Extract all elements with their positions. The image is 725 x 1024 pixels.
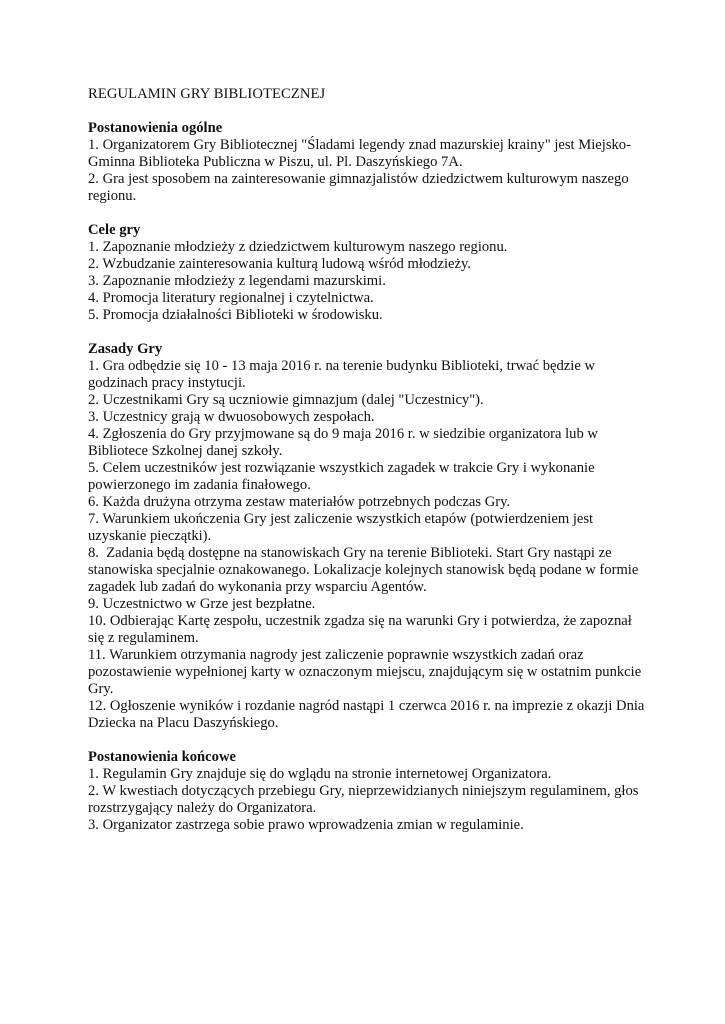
rule-item: 1. Gra odbędzie się 10 - 13 maja 2016 r. na terenie budynku Biblioteki, trwać będzie w godzinach pracy instytucji. bbox=[88, 358, 599, 391]
rule-item: 3. Zapoznanie młodzieży z legendami mazurskimi. bbox=[88, 273, 386, 289]
section-general-provisions bbox=[88, 120, 648, 205]
rule-item: 3. Uczestnicy grają w dwuosobowych zespołach. bbox=[88, 409, 375, 425]
section-game-rules bbox=[88, 341, 648, 732]
rule-item: 2. Wzbudzanie zainteresowania kulturą ludową wśród młodzieży. bbox=[88, 256, 471, 272]
rule-item: 5. Celem uczestników jest rozwiązanie wszystkich zagadek w trakcie Gry i wykonanie powierzonego im zadania finałowego. bbox=[88, 460, 599, 493]
rule-item: 1. Zapoznanie młodzieży z dziedzictwem kulturowym naszego regionu. bbox=[88, 239, 508, 255]
rule-item: 1. Regulamin Gry znajduje się do wglądu na stronie internetowej Organizatora. bbox=[88, 766, 552, 782]
rule-item: 2. W kwestiach dotyczących przebiegu Gry, nieprzewidzianych niniejszym regulaminem, głos rozstrzygający należy do Organizatora. bbox=[88, 783, 643, 816]
document-body bbox=[88, 86, 648, 851]
rule-item: 12. Ogłoszenie wyników i rozdanie nagród nastąpi 1 czerwca 2016 r. na imprezie z okazji Dnia Dziecka na Placu Daszyńskiego. bbox=[88, 698, 649, 731]
rule-item: 10. Odbierając Kartę zespołu, uczestnik zgadza się na warunki Gry i potwierdza, że zapoznał się z regulaminem. bbox=[88, 613, 636, 646]
section-final-provisions bbox=[88, 749, 648, 834]
section-heading: Zasady Gry bbox=[88, 341, 163, 357]
section-heading: Cele gry bbox=[88, 222, 141, 238]
rule-item: 1. Organizatorem Gry Bibliotecznej "Śladami legendy znad mazurskiej krainy" jest Miejsko-Gminna Biblioteka Publiczna w Piszu, ul. Pl. Daszyńskiego 7A. bbox=[88, 137, 631, 170]
document-title: REGULAMIN GRY BIBLIOTECZNEJ bbox=[88, 86, 326, 102]
rule-item: 7. Warunkiem ukończenia Gry jest zaliczenie wszystkich etapów (potwierdzeniem jest uzyskanie pieczątki). bbox=[88, 511, 597, 544]
rule-item: 11. Warunkiem otrzymania nagrody jest zaliczenie poprawnie wszystkich zadań oraz pozostawienie wypełnionej karty w oznaczonym miejscu, znajdującym się w ostatnim punkcie Gry. bbox=[88, 647, 645, 697]
rule-item: 8. Zadania będą dostępne na stanowiskach Gry na terenie Biblioteki. Start Gry nastąpi ze stanowiska specjalnie oznakowanego. Lokalizacje kolejnych stanowisk będą podane w formie zagadek lub zadań do wykonania przy wsparciu Agentów. bbox=[88, 545, 642, 595]
rule-item: 5. Promocja działalności Biblioteki w środowisku. bbox=[88, 307, 383, 323]
rule-item: 4. Zgłoszenia do Gry przyjmowane są do 9 maja 2016 r. w siedzibie organizatora lub w Bibliotece Szkolnej danej szkoły. bbox=[88, 426, 602, 459]
section-game-goals bbox=[88, 222, 648, 324]
rule-item: 2. Uczestnikami Gry są uczniowie gimnazjum (dalej "Uczestnicy"). bbox=[88, 392, 484, 408]
rule-item: 6. Każda drużyna otrzyma zestaw materiałów potrzebnych podczas Gry. bbox=[88, 494, 511, 510]
section-heading: Postanowienia końcowe bbox=[88, 749, 236, 765]
section-heading: Postanowienia ogólne bbox=[88, 120, 223, 136]
rule-item: 9. Uczestnictwo w Grze jest bezpłatne. bbox=[88, 596, 316, 612]
rule-item: 3. Organizator zastrzega sobie prawo wprowadzenia zmian w regulaminie. bbox=[88, 817, 524, 833]
rule-item: 4. Promocja literatury regionalnej i czytelnictwa. bbox=[88, 290, 374, 306]
rule-item: 2. Gra jest sposobem na zainteresowanie gimnazjalistów dziedzictwem kulturowym naszego regionu. bbox=[88, 171, 633, 204]
